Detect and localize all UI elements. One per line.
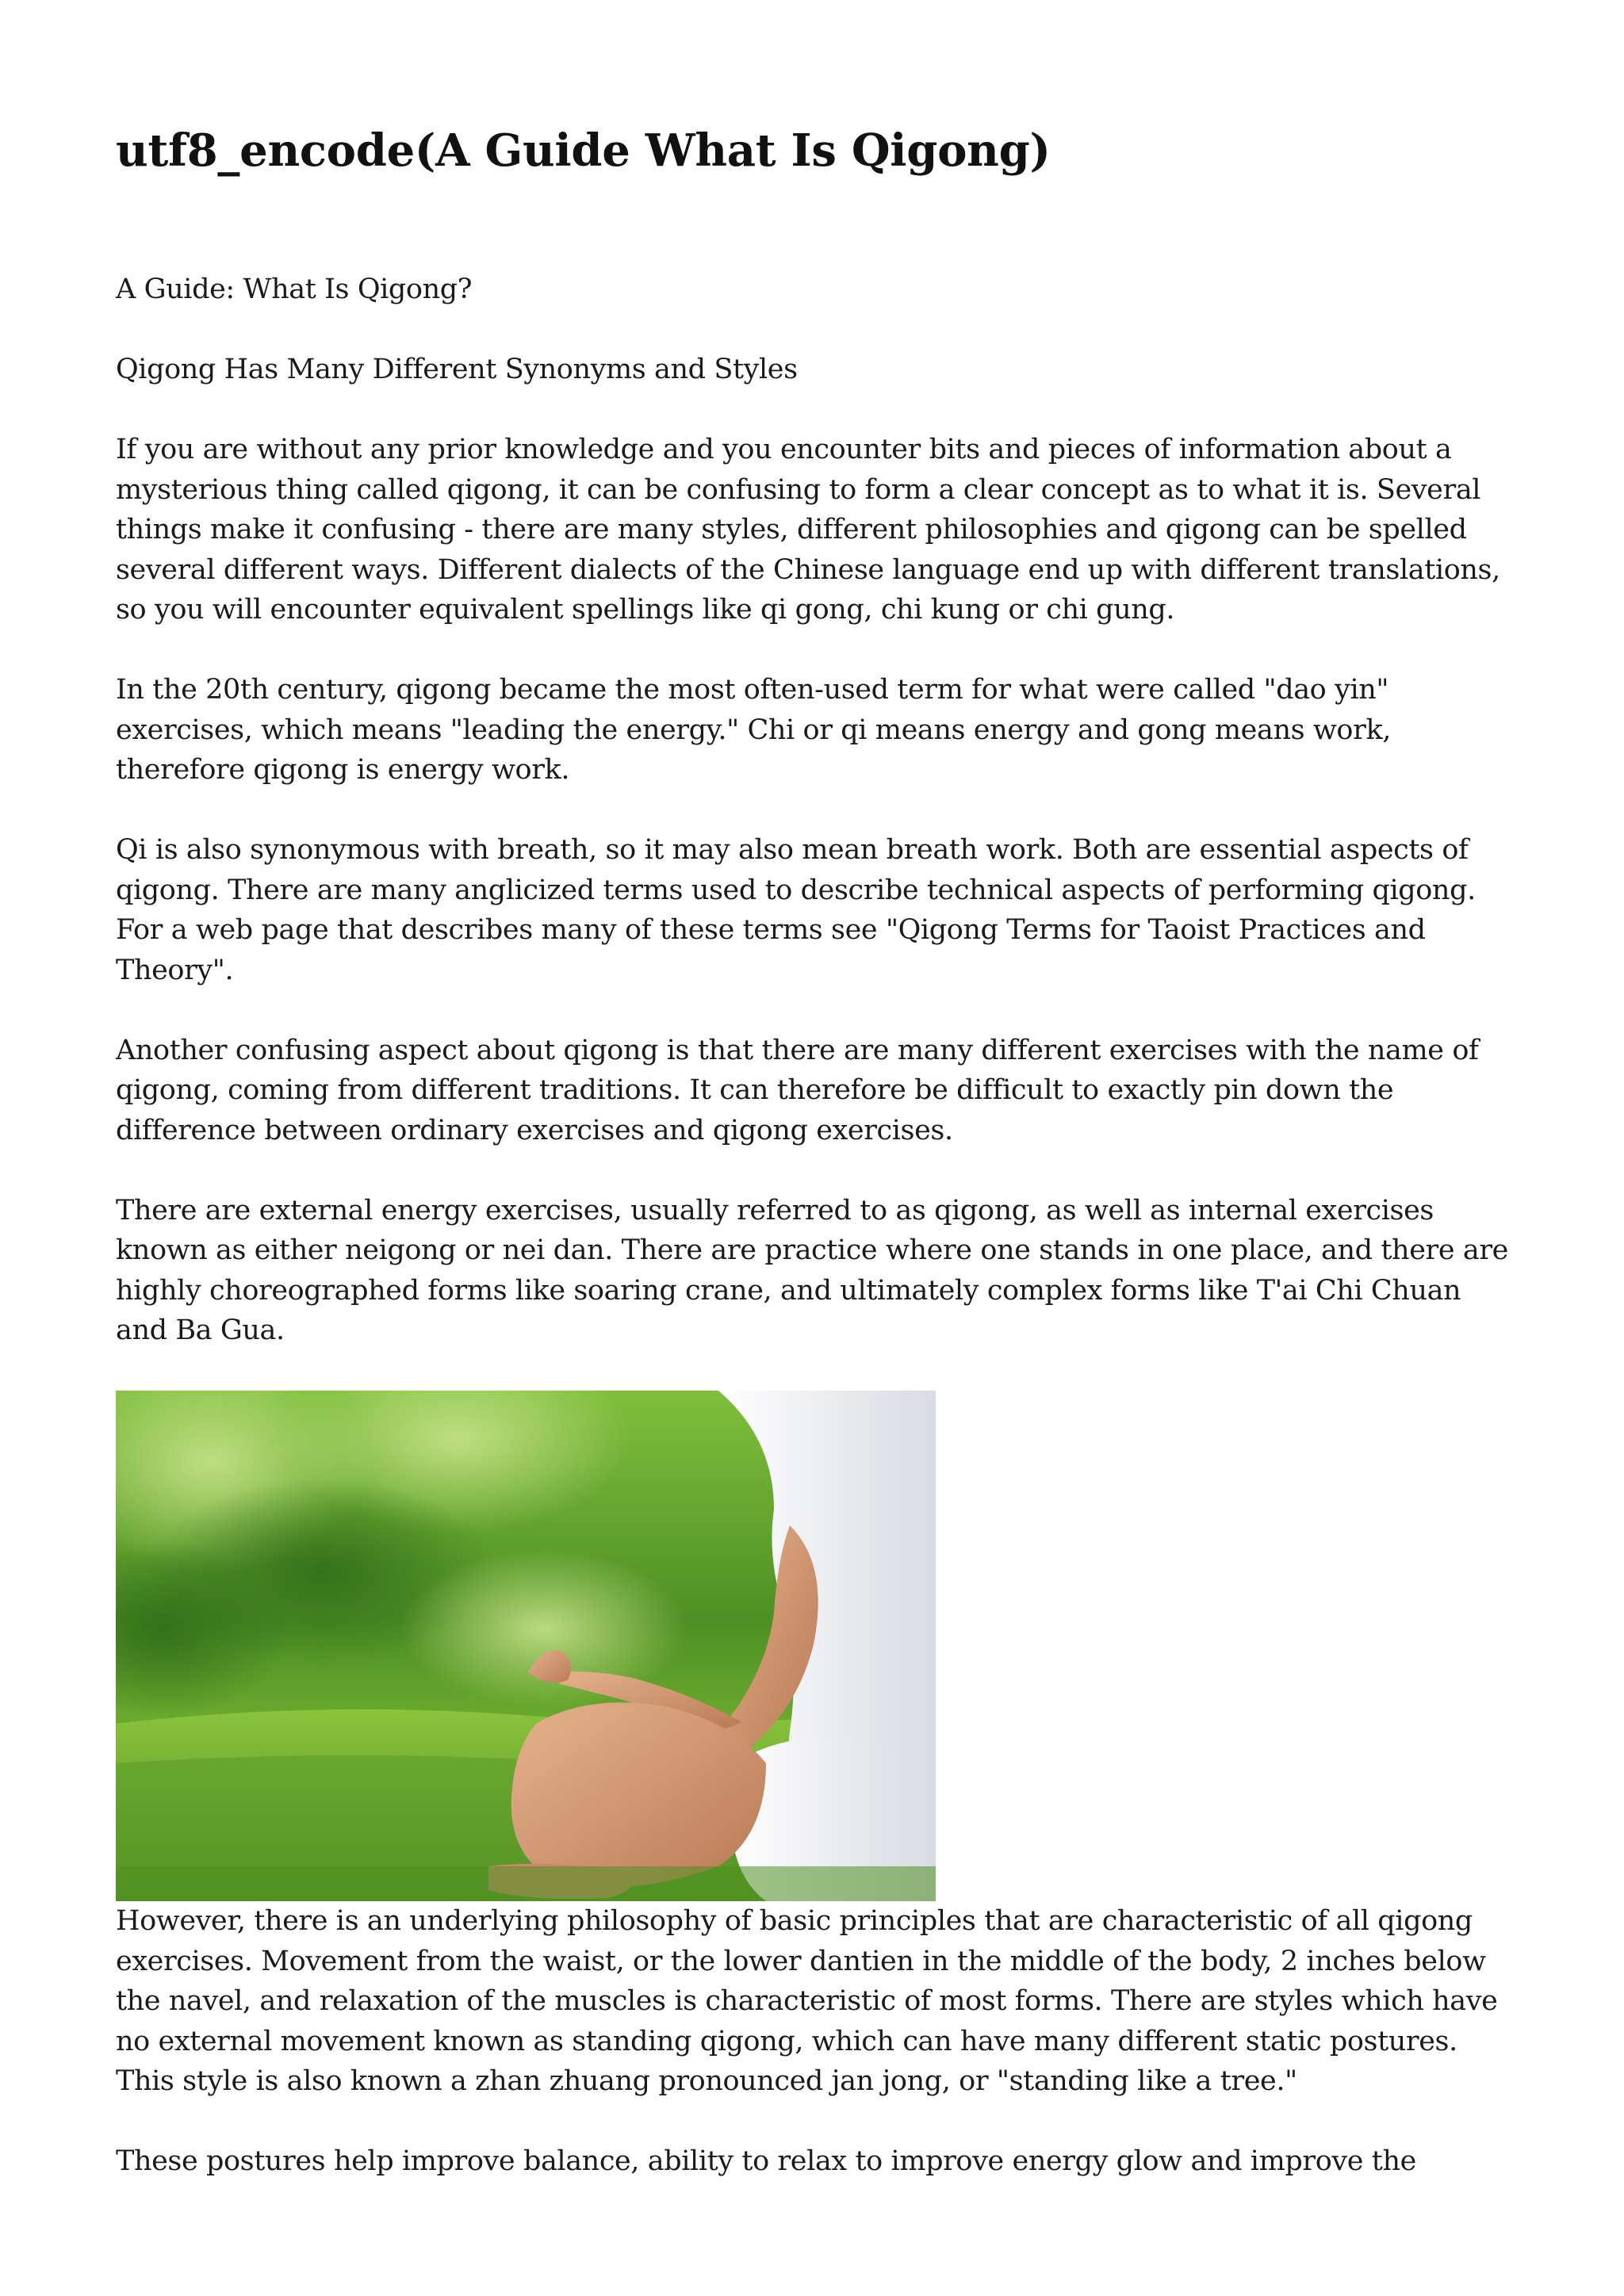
paragraph-synonyms: If you are without any prior knowledge and you encounter bits and pieces of information about a mysterious thing called qigong, it can be confusing to form a clear concept as to what it is. Several things make it confusing - there are many styles, different philosophies and qigong can be spelled several different ways. Different dialects of the Chinese language end up with different translations, so you will encounter equivalent spellings like qi gong, chi kung or chi gung. xyxy=(116,434,1500,626)
paragraph-principles: However, there is an underlying philosophy of basic principles that are characteristic of all qigong exercises. Movement from the waist, or the lower dantien in the middle of the body, 2 inches below the navel, and relaxation of the muscles is characteristic of most forms. There are styles which have no external movement known as standing qigong, which can have many different static postures. This style is also known a zhan zhuang pronounced jan jong, or "standing like a tree." xyxy=(116,1905,1498,2097)
meditation-photo xyxy=(116,1391,936,1901)
meditation-photo-illustration xyxy=(116,1391,936,1901)
paragraph-postures: These postures help improve balance, ability to relax to improve energy glow and improve the xyxy=(116,2145,1416,2177)
document-subtitle: A Guide: What Is Qigong? xyxy=(116,274,473,305)
paragraph-external-internal: There are external energy exercises, usually referred to as qigong, as well as internal exercises known as either neigong or nei dan. There are practice where one stands in one place, and there are highly choreographed forms like soaring crane, and ultimately complex forms like T'ai Chi Chuan and Ba Gua. xyxy=(116,1194,1508,1346)
paragraph-traditions: Another confusing aspect about qigong is that there are many different exercises with the name of qigong, coming from different traditions. It can therefore be difficult to exactly pin down the difference between ordinary exercises and qigong exercises. xyxy=(116,1034,1479,1146)
section-heading: Qigong Has Many Different Synonyms and Styles xyxy=(116,354,798,385)
document-body xyxy=(116,270,1511,2182)
document-title: utf8_encode(A Guide What Is Qigong) xyxy=(116,124,1051,177)
paragraph-dao-yin: In the 20th century, qigong became the most often-used term for what were called "dao yin" exercises, which means "leading the energy." Chi or qi means energy and gong means work, therefore qigong is energy work. xyxy=(116,674,1391,786)
document-page xyxy=(116,119,1511,2221)
paragraph-breath-work: Qi is also synonymous with breath, so it may also mean breath work. Both are essential aspects of qigong. There are many anglicized terms used to describe technical aspects of performing qigong. For a web page that describes many of these terms see "Qigong Terms for Taoist Practices and Theory". xyxy=(116,834,1476,986)
